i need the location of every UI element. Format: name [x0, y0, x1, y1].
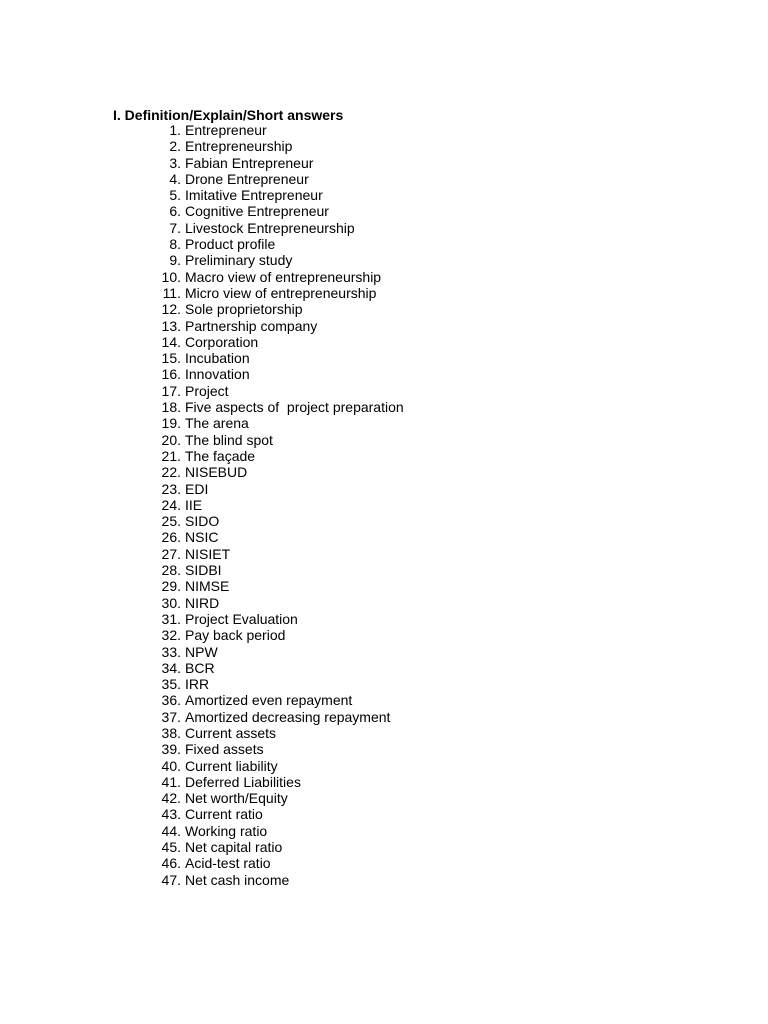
list-item-number: 21. [161, 447, 181, 464]
list-item [153, 513, 404, 529]
list-item [153, 529, 404, 545]
list-item-number: 10. [161, 268, 181, 285]
list-item-number: 25. [161, 513, 181, 530]
list-item [153, 252, 404, 268]
list-item-text: NPW [185, 643, 218, 660]
list-item [153, 709, 404, 725]
list-item [153, 725, 404, 741]
list-item [153, 758, 404, 774]
list-item-text: The arena [185, 415, 249, 432]
list-item-number: 16. [161, 366, 181, 383]
list-item-text: Acid-test ratio [185, 855, 271, 872]
list-item-text: Entrepreneur [185, 122, 267, 138]
list-item [153, 399, 404, 415]
list-item-text: Fabian Entrepreneur [185, 154, 314, 171]
list-item-number: 28. [161, 562, 181, 579]
list-item-number: 30. [161, 594, 181, 611]
list-item [153, 432, 404, 448]
list-item-number: 29. [161, 578, 181, 595]
list-item-number: 22. [161, 464, 181, 481]
list-item [153, 318, 404, 334]
list-item-text: Current ratio [185, 806, 263, 823]
list-item-number: 8. [169, 236, 181, 253]
list-item [153, 203, 404, 219]
list-item [153, 627, 404, 643]
list-item-text: Project Evaluation [185, 610, 298, 627]
list-item [153, 741, 404, 757]
list-item-text: Net capital ratio [185, 839, 283, 856]
list-item [153, 872, 404, 888]
list-item-text: Current assets [185, 724, 277, 741]
list-item-number: 2. [169, 138, 181, 155]
list-item-number: 42. [161, 790, 181, 807]
list-item-text: The façade [185, 447, 256, 464]
list-item-number: 14. [161, 333, 181, 350]
list-item-text: Project [185, 382, 229, 399]
list-item-number: 7. [169, 219, 181, 236]
list-item [153, 611, 404, 627]
list-item-number: 38. [161, 724, 181, 741]
list-item-number: 19. [161, 415, 181, 432]
list-item-number: 27. [161, 545, 181, 562]
list-item-number: 37. [161, 708, 181, 725]
list-item-number: 9. [169, 252, 181, 269]
list-item-number: 18. [161, 399, 181, 416]
list-item [153, 301, 404, 317]
list-item-text: Net worth/Equity [185, 790, 288, 807]
section-title: I. Definition/Explain/Short answers [113, 107, 344, 123]
list-item-number: 35. [161, 676, 181, 693]
list-item [153, 285, 404, 301]
list-item-number: 13. [161, 317, 181, 334]
list-item-text: Corporation [185, 333, 259, 350]
list-item-number: 15. [161, 350, 181, 367]
list-item-number: 47. [161, 871, 181, 888]
list-item-text: The blind spot [185, 431, 273, 448]
list-item-text: Product profile [185, 236, 276, 253]
list-item-text: Micro view of entrepreneurship [185, 284, 377, 301]
list-item-text: Deferred Liabilities [185, 773, 301, 790]
list-item-number: 41. [161, 773, 181, 790]
list-item-number: 31. [161, 610, 181, 627]
list-item [153, 220, 404, 236]
list-item [153, 236, 404, 252]
list-item-text: Fixed assets [185, 741, 264, 758]
list-item-text: Incubation [185, 350, 250, 367]
list-item-text: Current liability [185, 757, 278, 774]
list-item-number: 34. [161, 659, 181, 676]
list-item [153, 595, 404, 611]
list-item [153, 171, 404, 187]
list-item-number: 43. [161, 806, 181, 823]
list-item [153, 155, 404, 171]
list-item [153, 122, 404, 138]
list-item-text: Entrepreneurship [185, 138, 293, 155]
list-item-number: 6. [169, 203, 181, 220]
list-item-number: 26. [161, 529, 181, 546]
list-item-text: Drone Entrepreneur [185, 170, 309, 187]
question-list [153, 122, 404, 888]
list-item-text: Cognitive Entrepreneur [185, 203, 329, 220]
list-item-text: Imitative Entrepreneur [185, 187, 323, 204]
list-item-text: Pay back period [185, 627, 286, 644]
list-item-text: EDI [185, 480, 209, 497]
list-item-text: IRR [185, 676, 210, 693]
list-item-number: 23. [161, 480, 181, 497]
list-item [153, 774, 404, 790]
list-item-text: Livestock Entrepreneurship [185, 219, 355, 236]
list-item-text: NIMSE [185, 578, 230, 595]
list-item [153, 350, 404, 366]
list-item-number: 20. [161, 431, 181, 448]
list-item-number: 33. [161, 643, 181, 660]
list-item-text: Amortized even repayment [185, 692, 353, 709]
list-item [153, 644, 404, 660]
list-item-text: NSIC [185, 529, 219, 546]
list-item-number: 1. [169, 122, 181, 138]
list-item [153, 366, 404, 382]
list-item-number: 39. [161, 741, 181, 758]
list-item-text: BCR [185, 659, 215, 676]
list-item [153, 269, 404, 285]
list-item-number: 3. [169, 154, 181, 171]
list-item [153, 790, 404, 806]
list-item [153, 448, 404, 464]
list-item [153, 187, 404, 203]
list-item-text: Preliminary study [185, 252, 293, 269]
list-item-number: 5. [169, 187, 181, 204]
list-item [153, 546, 404, 562]
list-item-text: SIDO [185, 513, 220, 530]
list-item [153, 334, 404, 350]
list-item-text: Working ratio [185, 822, 268, 839]
list-item-text: Net cash income [185, 871, 290, 888]
list-item-number: 46. [161, 855, 181, 872]
list-item-number: 11. [162, 284, 181, 301]
list-item-text: IIE [185, 496, 203, 513]
list-item-number: 36. [161, 692, 181, 709]
list-item-text: Macro view of entrepreneurship [185, 268, 382, 285]
list-item-text: SIDBI [185, 562, 222, 579]
list-item-number: 45. [161, 839, 181, 856]
list-item [153, 676, 404, 692]
list-item [153, 497, 404, 513]
list-item [153, 806, 404, 822]
list-item-number: 4. [169, 170, 181, 187]
list-item [153, 660, 404, 676]
list-item-text: Innovation [185, 366, 250, 383]
list-item [153, 839, 404, 855]
list-item [153, 855, 404, 871]
list-item [153, 562, 404, 578]
list-item-text: NISIET [185, 545, 231, 562]
list-item-text: Sole proprietorship [185, 301, 303, 318]
list-item-text: NISEBUD [185, 464, 248, 481]
list-item-number: 32. [161, 627, 181, 644]
list-item-number: 44. [161, 822, 181, 839]
list-item [153, 415, 404, 431]
list-item [153, 383, 404, 399]
list-item-number: 40. [161, 757, 181, 774]
list-item-number: 24. [161, 496, 181, 513]
list-item-text: Five aspects of project preparation [185, 399, 404, 416]
list-item-number: 17. [161, 382, 181, 399]
list-item [153, 692, 404, 708]
list-item [153, 138, 404, 154]
list-item [153, 578, 404, 594]
list-item-number: 12. [161, 301, 181, 318]
list-item-text: Amortized decreasing repayment [185, 708, 391, 725]
list-item-text: Partnership company [185, 317, 318, 334]
list-item [153, 464, 404, 480]
list-item [153, 823, 404, 839]
list-item [153, 481, 404, 497]
list-item-text: NIRD [185, 594, 220, 611]
